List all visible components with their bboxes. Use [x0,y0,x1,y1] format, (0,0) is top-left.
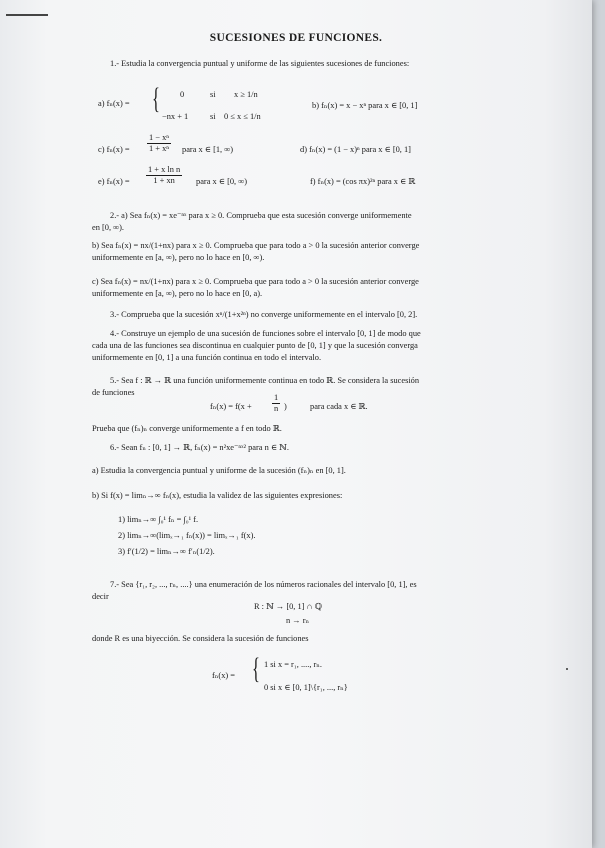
ex1-a-case2-cond: 0 ≤ x ≤ 1/n [224,112,261,121]
ex7-map-line1: R : ℕ → [0, 1] ∩ ℚ [254,602,322,611]
ex1-a-case1-cond: x ≥ 1/n [234,90,258,99]
ex7-map-line2: n → rₙ [286,616,310,625]
ex6-item3: 3) f′(1/2) = limₙ→∞ f′ₙ(1/2). [118,547,215,556]
ex1-e-tail: para x ∈ [0, ∞) [196,177,248,186]
ex1-e-fraction [146,165,182,186]
ex5-formula-den: n [274,404,279,413]
ex1-b: b) fₙ(x) = x − xⁿ para x ∈ [0, 1] [312,101,418,110]
ex1-e-num: 1 + x ln n [148,165,181,174]
ex7-trailing-dot [566,668,568,670]
ex1-a-case1-val: 0 [180,90,185,99]
ex7-line1: 7.- Sea {r₁, r₂, ..., rₙ, ....} una enumeración de los números racionales del intervalo [0, 1], es [110,580,417,589]
ex5-line1: 5.- Sea f : ℝ → ℝ una función uniformemente continua en todo ℝ. Se considera la sucesión [110,376,420,385]
ex2-b-line2: uniformemente en [a, ∞), pero no lo hace en [0, ∞). [92,253,265,262]
ex5-line2: de funciones [92,388,135,397]
ex6-item1: 1) limₙ→∞ ∫₀¹ fₙ = ∫₀¹ f. [118,515,199,524]
ex1-intro: 1.- Estudia la convergencia puntual y uniforme de las siguientes sucesiones de funciones: [110,59,410,68]
ex1-c-den: 1 + xⁿ [149,144,169,153]
ex2-b-line1: b) Sea fₙ(x) = nx/(1+nx) para x ≥ 0. Comprueba que para todo a > 0 la sucesión anterior converge [92,241,420,250]
ex1-c-num: 1 − xⁿ [149,133,169,142]
ex7-line2: decir [92,592,109,601]
ex7-f-label: fₙ(x) = [212,671,235,680]
ex4-line1: 4.- Construye un ejemplo de una sucesión de funciones sobre el intervalo [0, 1] de modo que [110,329,421,338]
ex6-a: a) Estudia la convergencia puntual y uniforme de la sucesión (fₙ)ₙ en [0, 1]. [92,466,346,475]
ex1-c-tail: para x ∈ [1, ∞) [182,145,234,154]
ex6-intro: 6.- Sean fₙ : [0, 1] → ℝ, fₙ(x) = n²xe⁻ⁿˣ² para n ∈ ℕ. [110,443,289,452]
ex2-a-line2: en [0, ∞). [92,223,125,232]
ex2-c-line2: uniformemente en [a, ∞), pero no lo hace en [0, a). [92,289,263,298]
ex5-formula-fraction [272,393,280,414]
ex1-a-case2-si: si [210,112,216,121]
ex4-line2: cada una de las funciones sea discontinua en cualquier punto de [0, 1] y que la sucesión converga [92,341,418,350]
ex6-item2: 2) limₙ→∞(limₓ→₁ fₙ(x)) = limₓ→₁ f(x). [118,531,256,540]
ex7-brace: { [252,652,260,685]
ex5-formula-tail: para cada x ∈ ℝ. [310,402,368,411]
ex3: 3.- Comprueba que la sucesión xⁿ/(1+x²ⁿ) no converge uniformemente en el intervalo [0, 2]. [110,310,418,319]
ex5-line3: Prueba que (fₙ)ₙ converge uniformemente a f en todo ℝ. [92,424,282,433]
ex7-case1: 1 si x = r₁, ...., rₙ. [264,660,323,669]
ex5-formula-num: 1 [274,393,279,402]
ex5-formula-right: ) [284,402,287,411]
ex1-c-fraction [147,133,171,154]
ex1-a-brace: { [152,82,160,115]
ex6-b: b) Si f(x) = limₙ→∞ fₙ(x), estudia la validez de las siguientes expresiones: [92,491,343,500]
ex7-line3: donde R es una biyección. Se considera la sucesión de funciones [92,634,309,643]
ex1-e-label: e) fₙ(x) = [98,177,130,186]
ex5-formula-left: fₙ(x) = f(x + [210,402,252,411]
ex1-d: d) fₙ(x) = (1 − x)ⁿ para x ∈ [0, 1] [300,145,411,154]
edge-mark [6,14,48,16]
ex1-a-case2-val: −nx + 1 [162,112,189,121]
ex1-f: f) fₙ(x) = (cos πx)²ⁿ para x ∈ ℝ [310,177,416,186]
ex1-c-label: c) fₙ(x) = [98,145,130,154]
ex1-a-case1-si: si [210,90,216,99]
ex1-a-label: a) fₙ(x) = [98,99,130,108]
ex4-line3: uniformemente en [0, 1] a una función continua en todo el intervalo. [92,353,322,362]
page-title: SUCESIONES DE FUNCIONES. [209,32,383,44]
ex2-c-line1: c) Sea fₙ(x) = nx/(1+nx) para x ≥ 0. Comprueba que para todo a > 0 la sucesión anterior converge [92,277,419,286]
ex1-e-den: 1 + xn [153,176,175,185]
ex2-a-line1: 2.- a) Sea fₙ(x) = xe⁻ⁿˣ para x ≥ 0. Comprueba que esta sucesión converge uniformemente [110,211,412,220]
ex7-case2: 0 si x ∈ [0, 1]\{r₁, ..., rₙ} [264,683,348,692]
